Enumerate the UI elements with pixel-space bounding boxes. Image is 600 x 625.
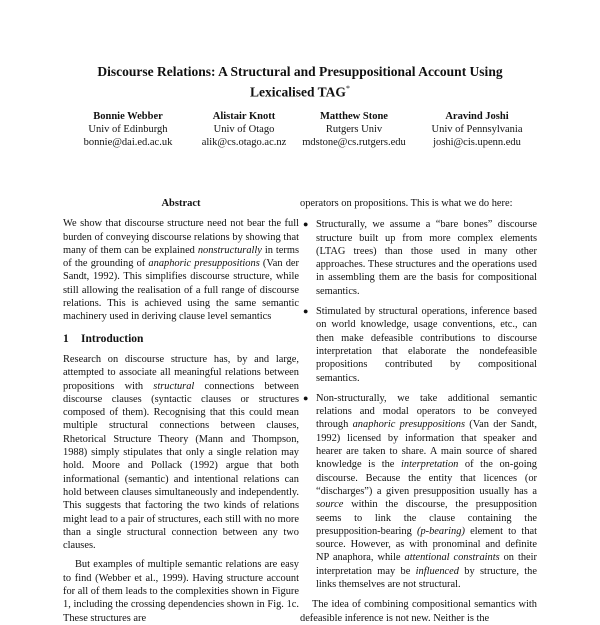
list-item: ● Non-structurally, we take additional semantic relations and modal operators to be conveyed through anaphoric presuppositions (Van der Sandt, 1992) licensed by information that speaker and hearer are taken to share. A main source of shared knowledge is the interpretation of the on-going discourse. Because the entity that licences (or “discharges”) a given presupposition usually has a source within the discourse, the presupposition seems to link the clause containing the presupposition-bearing (p-bearing) element to that source. However, as with pronominal and definite NP anaphora, while attentional constraints on their interpretation may be influenced by structure, the links themselves are not structural. — [303, 392, 538, 591]
bullet-icon: ● — [303, 219, 309, 230]
author-name: Matthew Stone — [320, 111, 388, 122]
section-number: 1 — [63, 332, 69, 345]
author-email: mdstone@cs.rutgers.edu — [302, 137, 406, 148]
left-column — [63, 197, 299, 625]
right-column — [300, 197, 537, 625]
title-line-1: Discourse Relations: A Structural and Presuppositional Account Using — [97, 64, 503, 79]
author-name: Alistair Knott — [212, 111, 276, 122]
abstract-text: We show that discourse structure need not bear the full burden of conveying discourse relations by showing that many of them can be explained nonstructurally in terms of the grounding of anaphoric presuppositions (Van der Sandt, 1992). This simplifies discourse structure, while still allowing the realisation of a full range of discourse relations. This is achieved using the same semantic machinery used in deriving clause level semantics — [63, 218, 299, 323]
bullet-icon: ● — [303, 306, 309, 317]
title-line-2: Lexicalised TAG — [250, 84, 346, 100]
list-item: ● Stimulated by structural operations, inference based on world knowledge, usage conventions, etc., can then make defeasible contributions to discourse interpretation that elaborate the nondefeasible propositions contributed by compositional semantics. — [303, 306, 537, 384]
intro-paragraph-1: Research on discourse structure has, by and large, attempted to associate all meaningful relations between propositions with structural connections between discourse clauses (syntactic clauses or structures composed of them). Recognising that this could mean multiple structural connections between clauses, Rhetorical Structure Theory (Mann and Thompson, 1988) simply stipulates that only a single relation may hold. Moore and Pollack (1992) argue that both informational (semantic) and intentional relations can hold between clauses simultaneously and independently. This suggests that factoring the two kinds of relations might lead to a pair of structures, each still with no more than a single structural connection between any two clauses. — [63, 353, 299, 552]
author-affiliation: Rutgers Univ — [325, 124, 383, 135]
bullet-icon: ● — [303, 392, 309, 403]
abstract-heading: Abstract — [161, 198, 201, 209]
intro-paragraph-2: But examples of multiple semantic relations are easy to find (Webber et al., 1999). Having structure account for all of them leads to the complexities shown in Figure 1, including the crossing dependencies shown in Fig. 1c. These structures are — [63, 559, 299, 624]
paper-title — [40, 63, 560, 101]
author-name: Bonnie Webber — [93, 111, 163, 122]
author-block — [284, 110, 424, 149]
author-email: joshi@cis.upenn.edu — [433, 137, 521, 148]
list-item: ● Structurally, we assume a “bare bones” discourse structure built up from more complex elements (LTAG trees) than those used in many other approaches. These structures and the operations used in assembling them are the basis for compositional semantics. — [303, 219, 537, 297]
author-name: Aravind Joshi — [445, 111, 509, 122]
author-block — [407, 110, 547, 149]
bullet-list — [300, 218, 537, 591]
author-email: alik@cs.otago.ac.nz — [201, 137, 287, 148]
author-affiliation: Univ of Edinburgh — [88, 124, 168, 135]
author-affiliation: Univ of Pennsylvania — [431, 124, 523, 135]
author-email: bonnie@dai.ed.ac.uk — [83, 137, 173, 148]
author-affiliation: Univ of Otago — [213, 124, 275, 135]
section-heading — [63, 333, 299, 346]
right-tail-paragraph: The idea of combining compositional semantics with defeasible inference is not new. Neither is the — [300, 599, 537, 624]
section-title: Introduction — [81, 332, 144, 345]
title-footnote-mark: * — [345, 84, 350, 93]
right-lead-text: operators on propositions. This is what we do here: — [300, 198, 513, 209]
